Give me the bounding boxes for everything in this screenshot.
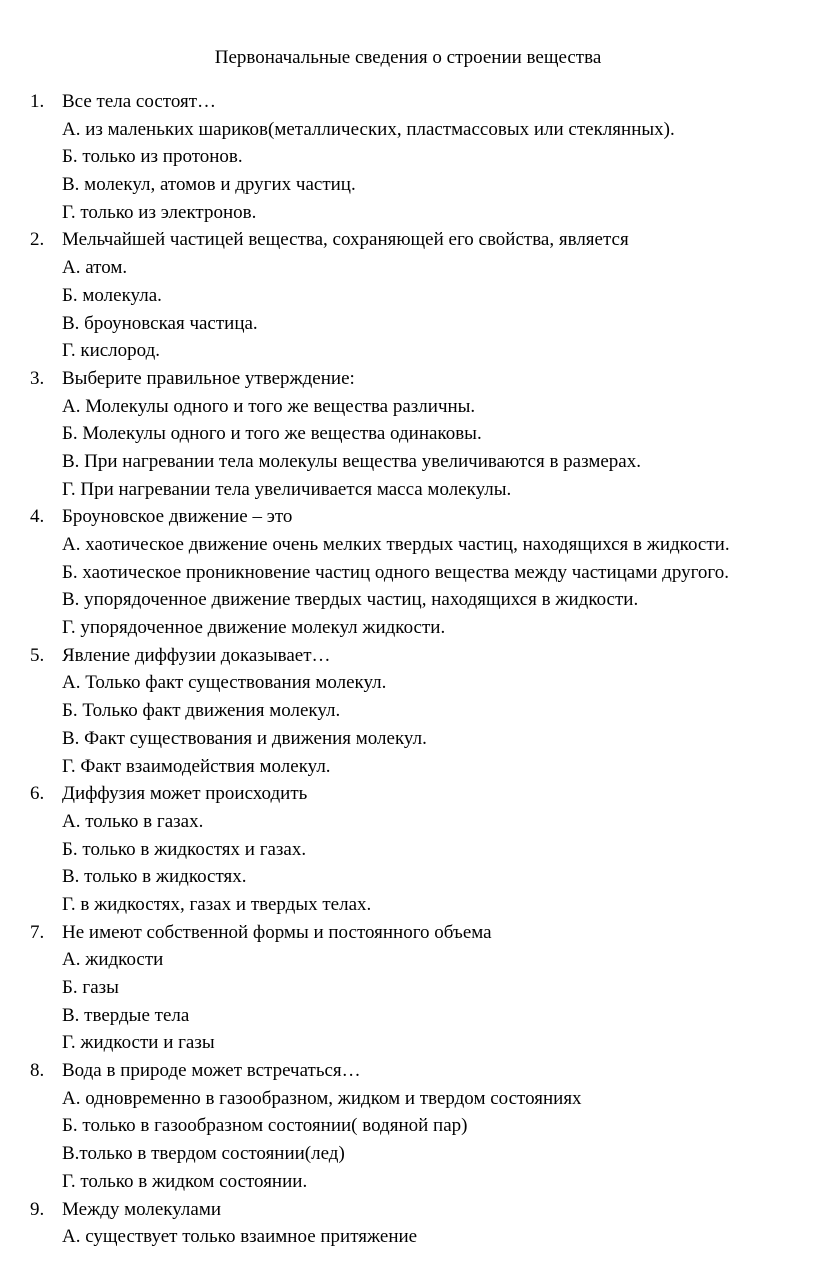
- answer-option: [0, 614, 816, 642]
- question-text: Все тела состоят…: [62, 91, 216, 112]
- question-line: [0, 642, 816, 670]
- question-text: Не имеют собственной формы и постоянного объема: [62, 921, 492, 943]
- question-text: Между молекулами: [62, 1198, 222, 1220]
- answer-option: [0, 531, 816, 559]
- answer-option: [0, 836, 816, 864]
- answer-option-text: Г. жидкости и газы: [62, 1032, 215, 1054]
- document-title: Первоначальные сведения о строении вещества: [214, 47, 602, 68]
- answer-option: [0, 1029, 816, 1057]
- answer-option: [0, 1085, 816, 1113]
- question-text: Диффузия может происходить: [62, 783, 308, 805]
- question-text: Явление диффузии доказывает…: [62, 644, 331, 666]
- answer-option: [0, 310, 816, 338]
- question-text: Мельчайшей частицей вещества, сохраняющей его свойства, является: [62, 229, 629, 251]
- answer-option: [0, 863, 816, 891]
- answer-option: [0, 143, 816, 171]
- answer-option-text: А. Только факт существования молекул.: [62, 672, 387, 694]
- answer-option-text: А. хаотическое движение очень мелких твердых частиц, находящихся в жидкости.: [62, 534, 730, 555]
- answer-option: [0, 1140, 816, 1168]
- answer-option-text: Г. только из электронов.: [62, 201, 257, 223]
- answer-option-text: Г. только в жидком состоянии.: [62, 1170, 308, 1192]
- question-line: [0, 226, 816, 254]
- answer-option: [0, 282, 816, 310]
- answer-option: [0, 946, 816, 974]
- question-line: [0, 1196, 816, 1224]
- answer-option: [0, 1112, 816, 1140]
- question-item: [0, 780, 816, 918]
- answer-option: [0, 116, 816, 144]
- answer-option: [0, 891, 816, 919]
- question-number: 2.: [30, 229, 45, 251]
- answer-option-text: Б. только в жидкостях и газах.: [62, 838, 307, 860]
- question-text: Выберите правильное утверждение:: [62, 367, 355, 389]
- answer-option: [0, 1168, 816, 1196]
- question-item: [0, 503, 816, 641]
- question-line: [0, 365, 816, 393]
- question-item: [0, 1057, 816, 1195]
- answer-option-text: Г. При нагревании тела увеличивается масса молекулы.: [62, 478, 512, 500]
- answer-option: [0, 199, 816, 227]
- answer-option-text: Г. упорядоченное движение молекул жидкости.: [62, 617, 446, 639]
- answer-option: [0, 393, 816, 421]
- answer-option-text: В. При нагревании тела молекулы вещества увеличиваются в размерах.: [62, 450, 641, 472]
- answer-option-text: Б. только из протонов.: [62, 146, 243, 168]
- question-number: 5.: [30, 644, 45, 666]
- answer-option-text: Б. Только факт движения молекул.: [62, 700, 341, 722]
- answer-option-text: А. атом.: [62, 257, 128, 279]
- answer-option: [0, 171, 816, 199]
- question-number: 3.: [30, 367, 45, 389]
- question-item: [0, 1196, 816, 1251]
- answer-option: [0, 808, 816, 836]
- question-text: Броуновское движение – это: [62, 506, 293, 528]
- question-number: 4.: [30, 506, 45, 528]
- answer-option-text: Б. только в газообразном состоянии( водяной пар): [62, 1115, 468, 1137]
- answer-option-text: Г. Факт взаимодействия молекул.: [62, 755, 331, 777]
- answer-option: [0, 448, 816, 476]
- question-item: [0, 88, 816, 226]
- question-number: 1.: [30, 91, 45, 112]
- answer-option-text: В. только в жидкостях.: [62, 866, 247, 888]
- answer-option-text: Г. в жидкостях, газах и твердых телах.: [62, 893, 372, 915]
- answer-option: [0, 669, 816, 697]
- question-item: [0, 919, 816, 1057]
- answer-option: [0, 476, 816, 504]
- answer-option: [0, 753, 816, 781]
- answer-option-text: Б. Молекулы одного и того же вещества одинаковы.: [62, 423, 482, 445]
- answer-option-text: А. из маленьких шариков(металлических, пластмассовых или стеклянных).: [62, 118, 675, 140]
- question-line: [0, 503, 816, 531]
- question-number: 8.: [30, 1060, 45, 1082]
- answer-option-text: В. молекул, атомов и других частиц.: [62, 174, 356, 196]
- answer-option: [0, 586, 816, 614]
- answer-option-text: А. жидкости: [62, 949, 164, 971]
- question-line: [0, 1057, 816, 1085]
- answer-option-text: Г. кислород.: [62, 340, 161, 362]
- question-text: Вода в природе может встречаться…: [62, 1060, 361, 1082]
- answer-option-text: В.только в твердом состоянии(лед): [62, 1143, 345, 1165]
- answer-option: [0, 420, 816, 448]
- answer-option-text: А. только в газах.: [62, 810, 204, 832]
- answer-option: [0, 725, 816, 753]
- answer-option-text: Б. хаотическое проникновение частиц одного вещества между частицами другого.: [62, 561, 729, 583]
- answer-option-text: А. Молекулы одного и того же вещества различны.: [62, 395, 476, 417]
- answer-option-text: Б. молекула.: [62, 284, 162, 306]
- question-line: [0, 88, 816, 116]
- question-line: [0, 780, 816, 808]
- question-item: [0, 226, 816, 364]
- question-line: [0, 919, 816, 947]
- answer-option-text: А. одновременно в газообразном, жидком и твердом состояниях: [62, 1087, 582, 1109]
- answer-option-text: В. упорядоченное движение твердых частиц, находящихся в жидкости.: [62, 589, 639, 611]
- answer-option: [0, 1002, 816, 1030]
- answer-option: [0, 697, 816, 725]
- answer-option-text: В. твердые тела: [62, 1004, 190, 1026]
- question-number: 7.: [30, 921, 45, 943]
- question-number: 9.: [30, 1198, 45, 1220]
- question-list: [0, 88, 816, 1251]
- answer-option-text: Б. газы: [62, 977, 119, 998]
- answer-option: [0, 1223, 816, 1251]
- answer-option-text: В. Факт существования и движения молекул.: [62, 727, 427, 749]
- answer-option-text: А. существует только взаимное притяжение: [62, 1226, 418, 1248]
- question-number: 6.: [30, 783, 45, 805]
- question-item: [0, 642, 816, 780]
- question-item: [0, 365, 816, 503]
- answer-option: [0, 974, 816, 1002]
- answer-option-text: В. броуновская частица.: [62, 312, 258, 334]
- answer-option: [0, 559, 816, 587]
- answer-option: [0, 337, 816, 365]
- answer-option: [0, 254, 816, 282]
